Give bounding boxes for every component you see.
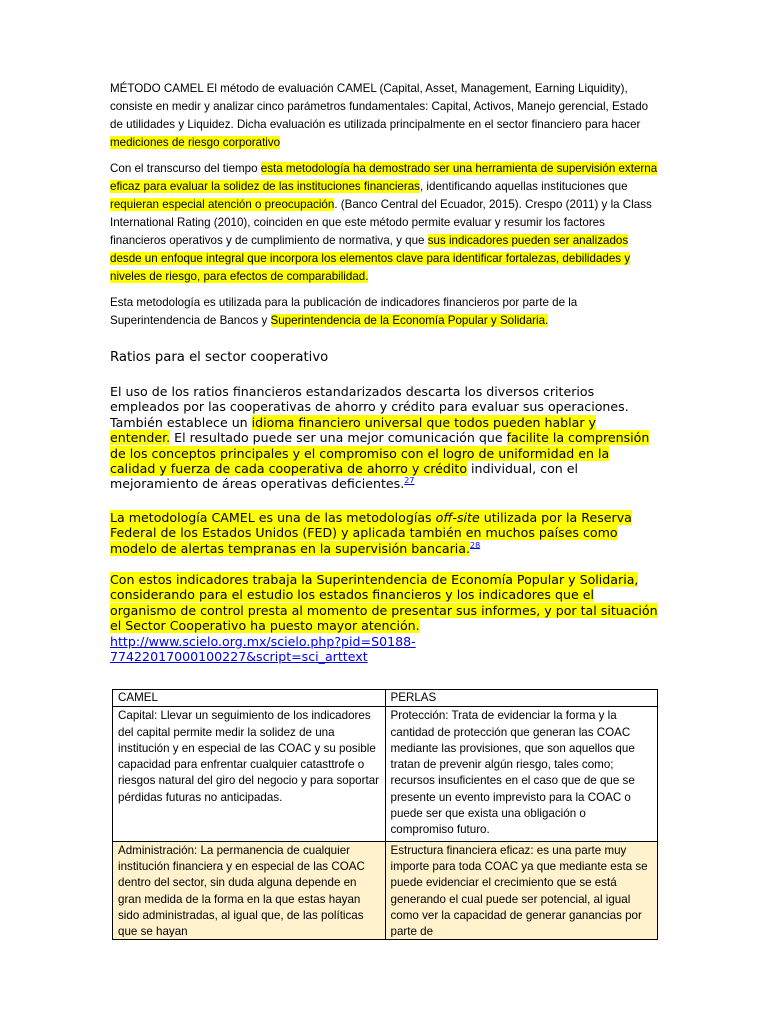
ratios-paragraph [110,384,658,492]
section-heading: Ratios para el sector cooperativo [110,350,329,365]
transcurso-paragraph [110,160,658,286]
table-row [113,841,658,939]
table-header-cell: CAMEL [113,690,386,707]
text-segment: individual, con el mejoramiento de áreas operativas deficientes. [110,461,579,492]
intro-text: MÉTODO CAMEL El método de evaluación CAMEL (Capital, Asset, Management, Earning Liquidity), consiste en medir y analizar cinco parámetros fundamentales: Capital, Activos, Manejo gerencial, Estado de utilidades y Liquidez. Dicha evaluación es utilizada principalmente en el sector financiero para hacer [110,82,649,131]
highlight-segment: La metodología CAMEL es una de las metodologías [110,509,436,525]
intro-paragraph [110,80,658,152]
cell-text: Administración: La permanencia de cualquier institución financiera y en especial de las COAC dentro del sector, sin duda alguna depende en gran medida de la forma en la que estas hayan sido administradas, al igual que, de las políticas que se hayan [118,843,365,937]
camel-offsite-paragraph [110,510,658,556]
scielo-link[interactable]: http://www.scielo.org.mx/scielo.php?pid=S0188-77422017000100227&script=sci_arttext [110,633,416,665]
table-cell [385,841,658,939]
table-row [113,707,658,841]
footnote-link[interactable]: 28 [470,540,481,550]
footnote-link[interactable]: 27 [404,476,415,486]
table-cell: Protección: Trata de evidenciar la forma y la cantidad de protección que generan las COAC mediante las provisiones, que son aquellos que tratan de prevenir algún riesgo, tales como; recursos insuficientes en el caso que de que se presente un evento imprevisto para la COAC o puede ser que exista una obligación o compromiso futuro. [385,707,658,841]
text-segment: El resultado puede ser una mejor comunicación que [170,430,507,446]
highlight-segment: utilizada por la Reserva Federal de los Estados Unidos (FED) y aplicada también en muchos países como modelo de alertas tempranas en la supervisión bancaria. [110,509,632,556]
highlight-segment: esta metodología ha demostrado ser una herramienta de supervisión externa eficaz para evaluar la solidez de las instituciones financieras [110,162,658,193]
highlight-segment: sus indicadores pueden ser analizados desde un enfoque integral que incorpora los elementos clave para identificar fortalezas, debilidades y niveles de riesgo, para efectos de comparabilidad. [110,234,631,283]
highlight-segment: requieran especial atención o preocupación [110,198,335,211]
text-segment: . (Banco Central del Ecuador, 2015). Crespo (2011) y la Class International Rating (2010), coinciden en que este método permite evaluar y resumir los factores financieros operativos y de cumplimiento de normativa, y que [110,198,652,247]
text-segment: , identificando aquellas instituciones que [419,180,628,193]
text-segment: El uso de los ratios financieros estandarizados descarta los diversos criterios empleados por las cooperativas de ahorro y crédito para evaluar sus operaciones. También establece un [110,384,629,430]
highlight-segment: facilite la comprensión de los conceptos principales y el compromiso con el logro de uniformidad en la calidad y fuerza de cada cooperativa de ahorro y crédito [110,430,650,477]
document-page [110,75,658,665]
metodologia-paragraph [110,294,658,330]
table-cell: Capital: Llevar un seguimiento de los indicadores del capital permite medir la solidez de una institución y en especial de las COAC y su posible capacidad para enfrentar cualquier catasttrofe o riesgos natural del giro del negocio y para soportar pérdidas futuras no anticipadas. [113,707,386,841]
highlight-segment: Superintendencia de la Economía Popular y Solidaria. [270,314,549,327]
highlight-emphasis: off-site [435,509,480,525]
highlight-segment: idioma financiero universal que todos pueden hablar y entender. [110,414,597,446]
cell-text: Estructura financiera eficaz: es una parte muy importe para toda COAC ya que mediante esta se puede evidenciar el crecimiento que se está generando el cual puede ser potencial, al igual como ver la capacidad de generar ganancias por parte de [390,843,648,937]
intro-highlight: mediciones de riesgo corporativo [110,136,281,149]
highlight-segment: Con estos indicadores trabaja la Superintendencia de Economía Popular y Solidaria, considerando para el estudio los estados financieros y los indicadores que el organismo de control presta al momento de presentar sus informes, y por tal situación el Sector Cooperativo ha puesto mayor atención. [110,572,658,634]
table-header-row [113,690,658,707]
text-segment: Con el transcurso del tiempo [110,162,261,175]
table-header-cell: PERLAS [385,690,658,707]
text-segment: Esta metodología es utilizada para la publicación de indicadores financieros por parte de la Superintendencia de Bancos y [110,296,578,327]
table-cell [113,841,386,939]
indicadores-paragraph [110,572,658,664]
camel-perlas-table [112,689,658,940]
